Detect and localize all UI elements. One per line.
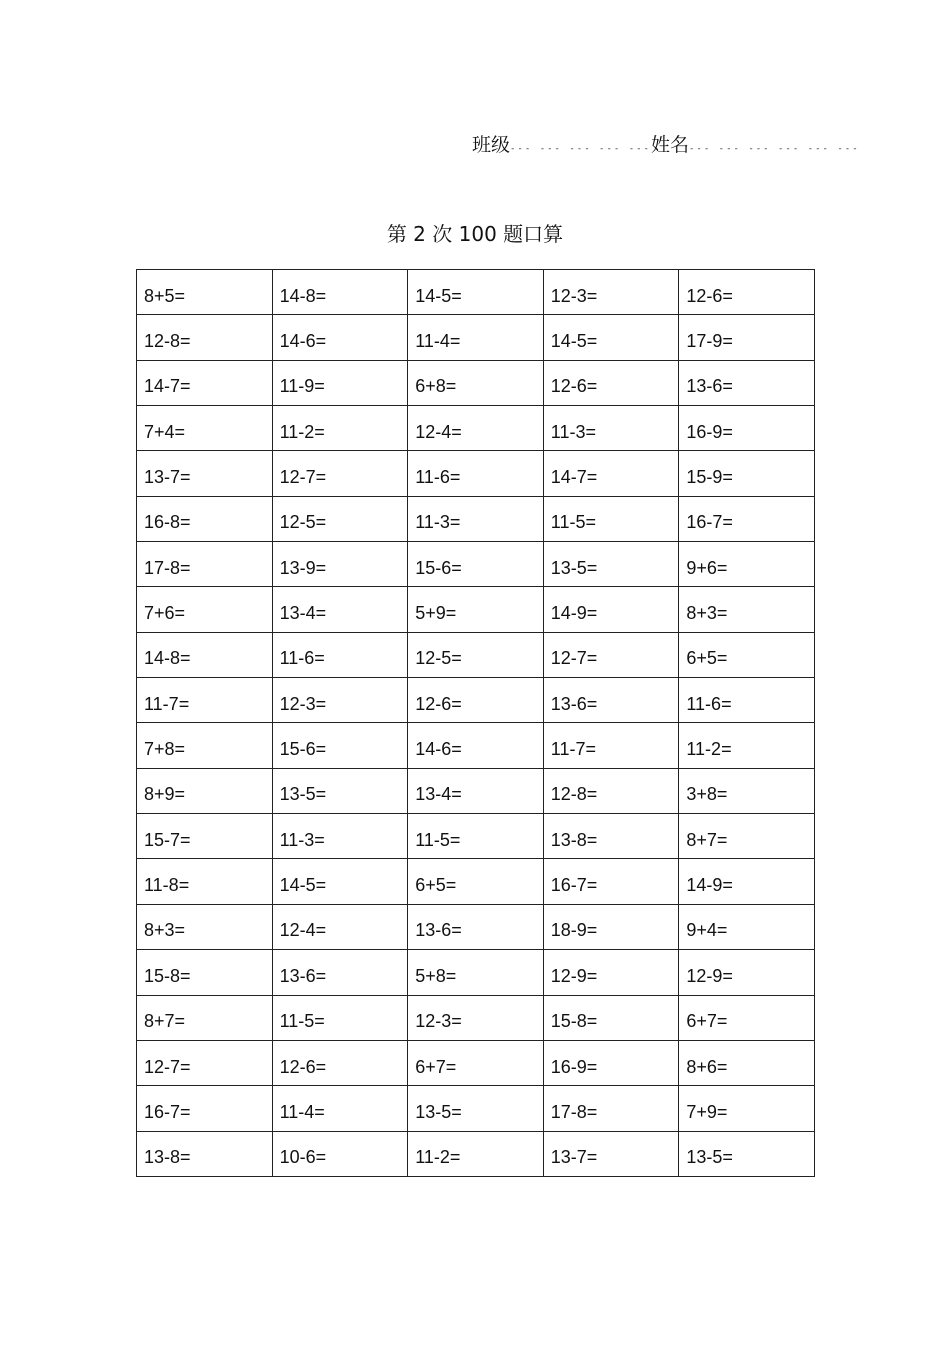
problem-cell: 14-5= (272, 859, 408, 904)
problem-cell: 13-6= (272, 950, 408, 995)
class-blank: --- --- --- --- --- (510, 144, 651, 154)
problem-cell: 11-7= (543, 723, 679, 768)
problem-cell: 12-3= (408, 995, 544, 1040)
problem-cell: 14-7= (543, 451, 679, 496)
problem-cell: 6+5= (679, 632, 815, 677)
problem-cell: 16-9= (543, 1040, 679, 1085)
problem-cell: 6+8= (408, 360, 544, 405)
problem-cell: 11-3= (272, 814, 408, 859)
table-row (137, 859, 815, 904)
problem-cell: 18-9= (543, 904, 679, 949)
problem-cell: 13-6= (543, 678, 679, 723)
problem-cell: 12-5= (408, 632, 544, 677)
problem-cell: 5+9= (408, 587, 544, 632)
table-row (137, 1131, 815, 1176)
problem-cell: 13-8= (137, 1131, 273, 1176)
problem-cell: 14-9= (543, 587, 679, 632)
problem-cell: 12-8= (137, 315, 273, 360)
problem-cell: 13-6= (679, 360, 815, 405)
problem-cell: 12-4= (272, 904, 408, 949)
problem-cell: 16-7= (137, 1086, 273, 1131)
problem-cell: 8+6= (679, 1040, 815, 1085)
problem-cell: 5+8= (408, 950, 544, 995)
problem-cell: 12-7= (137, 1040, 273, 1085)
problem-cell: 8+7= (137, 995, 273, 1040)
problem-cell: 9+4= (679, 904, 815, 949)
problem-cell: 11-4= (272, 1086, 408, 1131)
problem-cell: 13-5= (272, 768, 408, 813)
problem-cell: 8+3= (679, 587, 815, 632)
problem-cell: 7+9= (679, 1086, 815, 1131)
problem-cell: 16-9= (679, 406, 815, 451)
worksheet-title: 第 2 次 100 题口算 (386, 222, 564, 246)
table-row (137, 315, 815, 360)
table-row (137, 1086, 815, 1131)
problem-cell: 12-6= (679, 270, 815, 315)
table-row (137, 814, 815, 859)
problem-cell: 11-6= (679, 678, 815, 723)
table-row (137, 406, 815, 451)
problem-cell: 13-6= (408, 904, 544, 949)
table-row (137, 451, 815, 496)
problem-cell: 7+8= (137, 723, 273, 768)
problem-cell: 12-8= (543, 768, 679, 813)
problem-cell: 11-2= (408, 1131, 544, 1176)
class-label: 班级 (472, 134, 511, 156)
table-row (137, 632, 815, 677)
problem-cell: 15-6= (408, 542, 544, 587)
problem-cell: 11-5= (408, 814, 544, 859)
table-row (137, 995, 815, 1040)
table-row (137, 1040, 815, 1085)
problem-cell: 6+7= (679, 995, 815, 1040)
problem-cell: 12-3= (543, 270, 679, 315)
problem-cell: 11-2= (272, 406, 408, 451)
problem-cell: 8+3= (137, 904, 273, 949)
problem-cell: 6+5= (408, 859, 544, 904)
table-row (137, 496, 815, 541)
problem-cell: 12-4= (408, 406, 544, 451)
problem-cell: 11-6= (272, 632, 408, 677)
problem-cell: 11-2= (679, 723, 815, 768)
problem-cell: 3+8= (679, 768, 815, 813)
student-info-line (472, 131, 860, 163)
problem-cell: 11-3= (408, 496, 544, 541)
problem-cell: 11-7= (137, 678, 273, 723)
problem-table (136, 269, 815, 1177)
problem-cell: 13-9= (272, 542, 408, 587)
problem-cell: 12-3= (272, 678, 408, 723)
problem-cell: 13-7= (137, 451, 273, 496)
problem-cell: 13-8= (543, 814, 679, 859)
problem-cell: 12-5= (272, 496, 408, 541)
name-blank: --- --- --- --- --- --- (688, 144, 860, 154)
problem-cell: 11-9= (272, 360, 408, 405)
problem-cell: 12-6= (543, 360, 679, 405)
table-row (137, 270, 815, 315)
problem-cell: 12-6= (408, 678, 544, 723)
problem-cell: 9+6= (679, 542, 815, 587)
problem-cell: 14-6= (272, 315, 408, 360)
problem-cell: 12-6= (272, 1040, 408, 1085)
problem-cell: 12-7= (543, 632, 679, 677)
problem-cell: 14-5= (408, 270, 544, 315)
table-row (137, 678, 815, 723)
problem-cell: 13-5= (679, 1131, 815, 1176)
problem-cell: 14-6= (408, 723, 544, 768)
problem-cell: 12-7= (272, 451, 408, 496)
table-row (137, 360, 815, 405)
problem-cell: 7+6= (137, 587, 273, 632)
table-row (137, 587, 815, 632)
problem-cell: 11-8= (137, 859, 273, 904)
problem-cell: 11-5= (272, 995, 408, 1040)
problem-cell: 11-6= (408, 451, 544, 496)
problem-cell: 14-8= (137, 632, 273, 677)
table-row (137, 542, 815, 587)
problem-cell: 17-8= (543, 1086, 679, 1131)
problem-cell: 8+5= (137, 270, 273, 315)
problem-cell: 12-9= (543, 950, 679, 995)
problem-cell: 15-8= (137, 950, 273, 995)
problem-cell: 16-8= (137, 496, 273, 541)
problem-cell: 8+9= (137, 768, 273, 813)
problem-cell: 10-6= (272, 1131, 408, 1176)
problem-cell: 14-8= (272, 270, 408, 315)
problem-cell: 13-5= (408, 1086, 544, 1131)
problem-cell: 13-4= (408, 768, 544, 813)
problem-table-body (137, 270, 815, 1177)
problem-cell: 14-9= (679, 859, 815, 904)
problem-cell: 16-7= (543, 859, 679, 904)
problem-cell: 14-5= (543, 315, 679, 360)
table-row (137, 723, 815, 768)
problem-cell: 17-9= (679, 315, 815, 360)
problem-cell: 14-7= (137, 360, 273, 405)
problem-cell: 15-8= (543, 995, 679, 1040)
problem-cell: 11-4= (408, 315, 544, 360)
problem-cell: 12-9= (679, 950, 815, 995)
problem-cell: 11-5= (543, 496, 679, 541)
problem-cell: 17-8= (137, 542, 273, 587)
problem-cell: 8+7= (679, 814, 815, 859)
table-row (137, 950, 815, 995)
problem-cell: 11-3= (543, 406, 679, 451)
problem-cell: 7+4= (137, 406, 273, 451)
problem-cell: 13-4= (272, 587, 408, 632)
table-row (137, 904, 815, 949)
problem-cell: 6+7= (408, 1040, 544, 1085)
problem-cell: 15-6= (272, 723, 408, 768)
problem-cell: 15-9= (679, 451, 815, 496)
table-row (137, 768, 815, 813)
problem-cell: 15-7= (137, 814, 273, 859)
problem-cell: 16-7= (679, 496, 815, 541)
problem-cell: 13-7= (543, 1131, 679, 1176)
name-label: 姓名 (650, 134, 689, 156)
problem-cell: 13-5= (543, 542, 679, 587)
